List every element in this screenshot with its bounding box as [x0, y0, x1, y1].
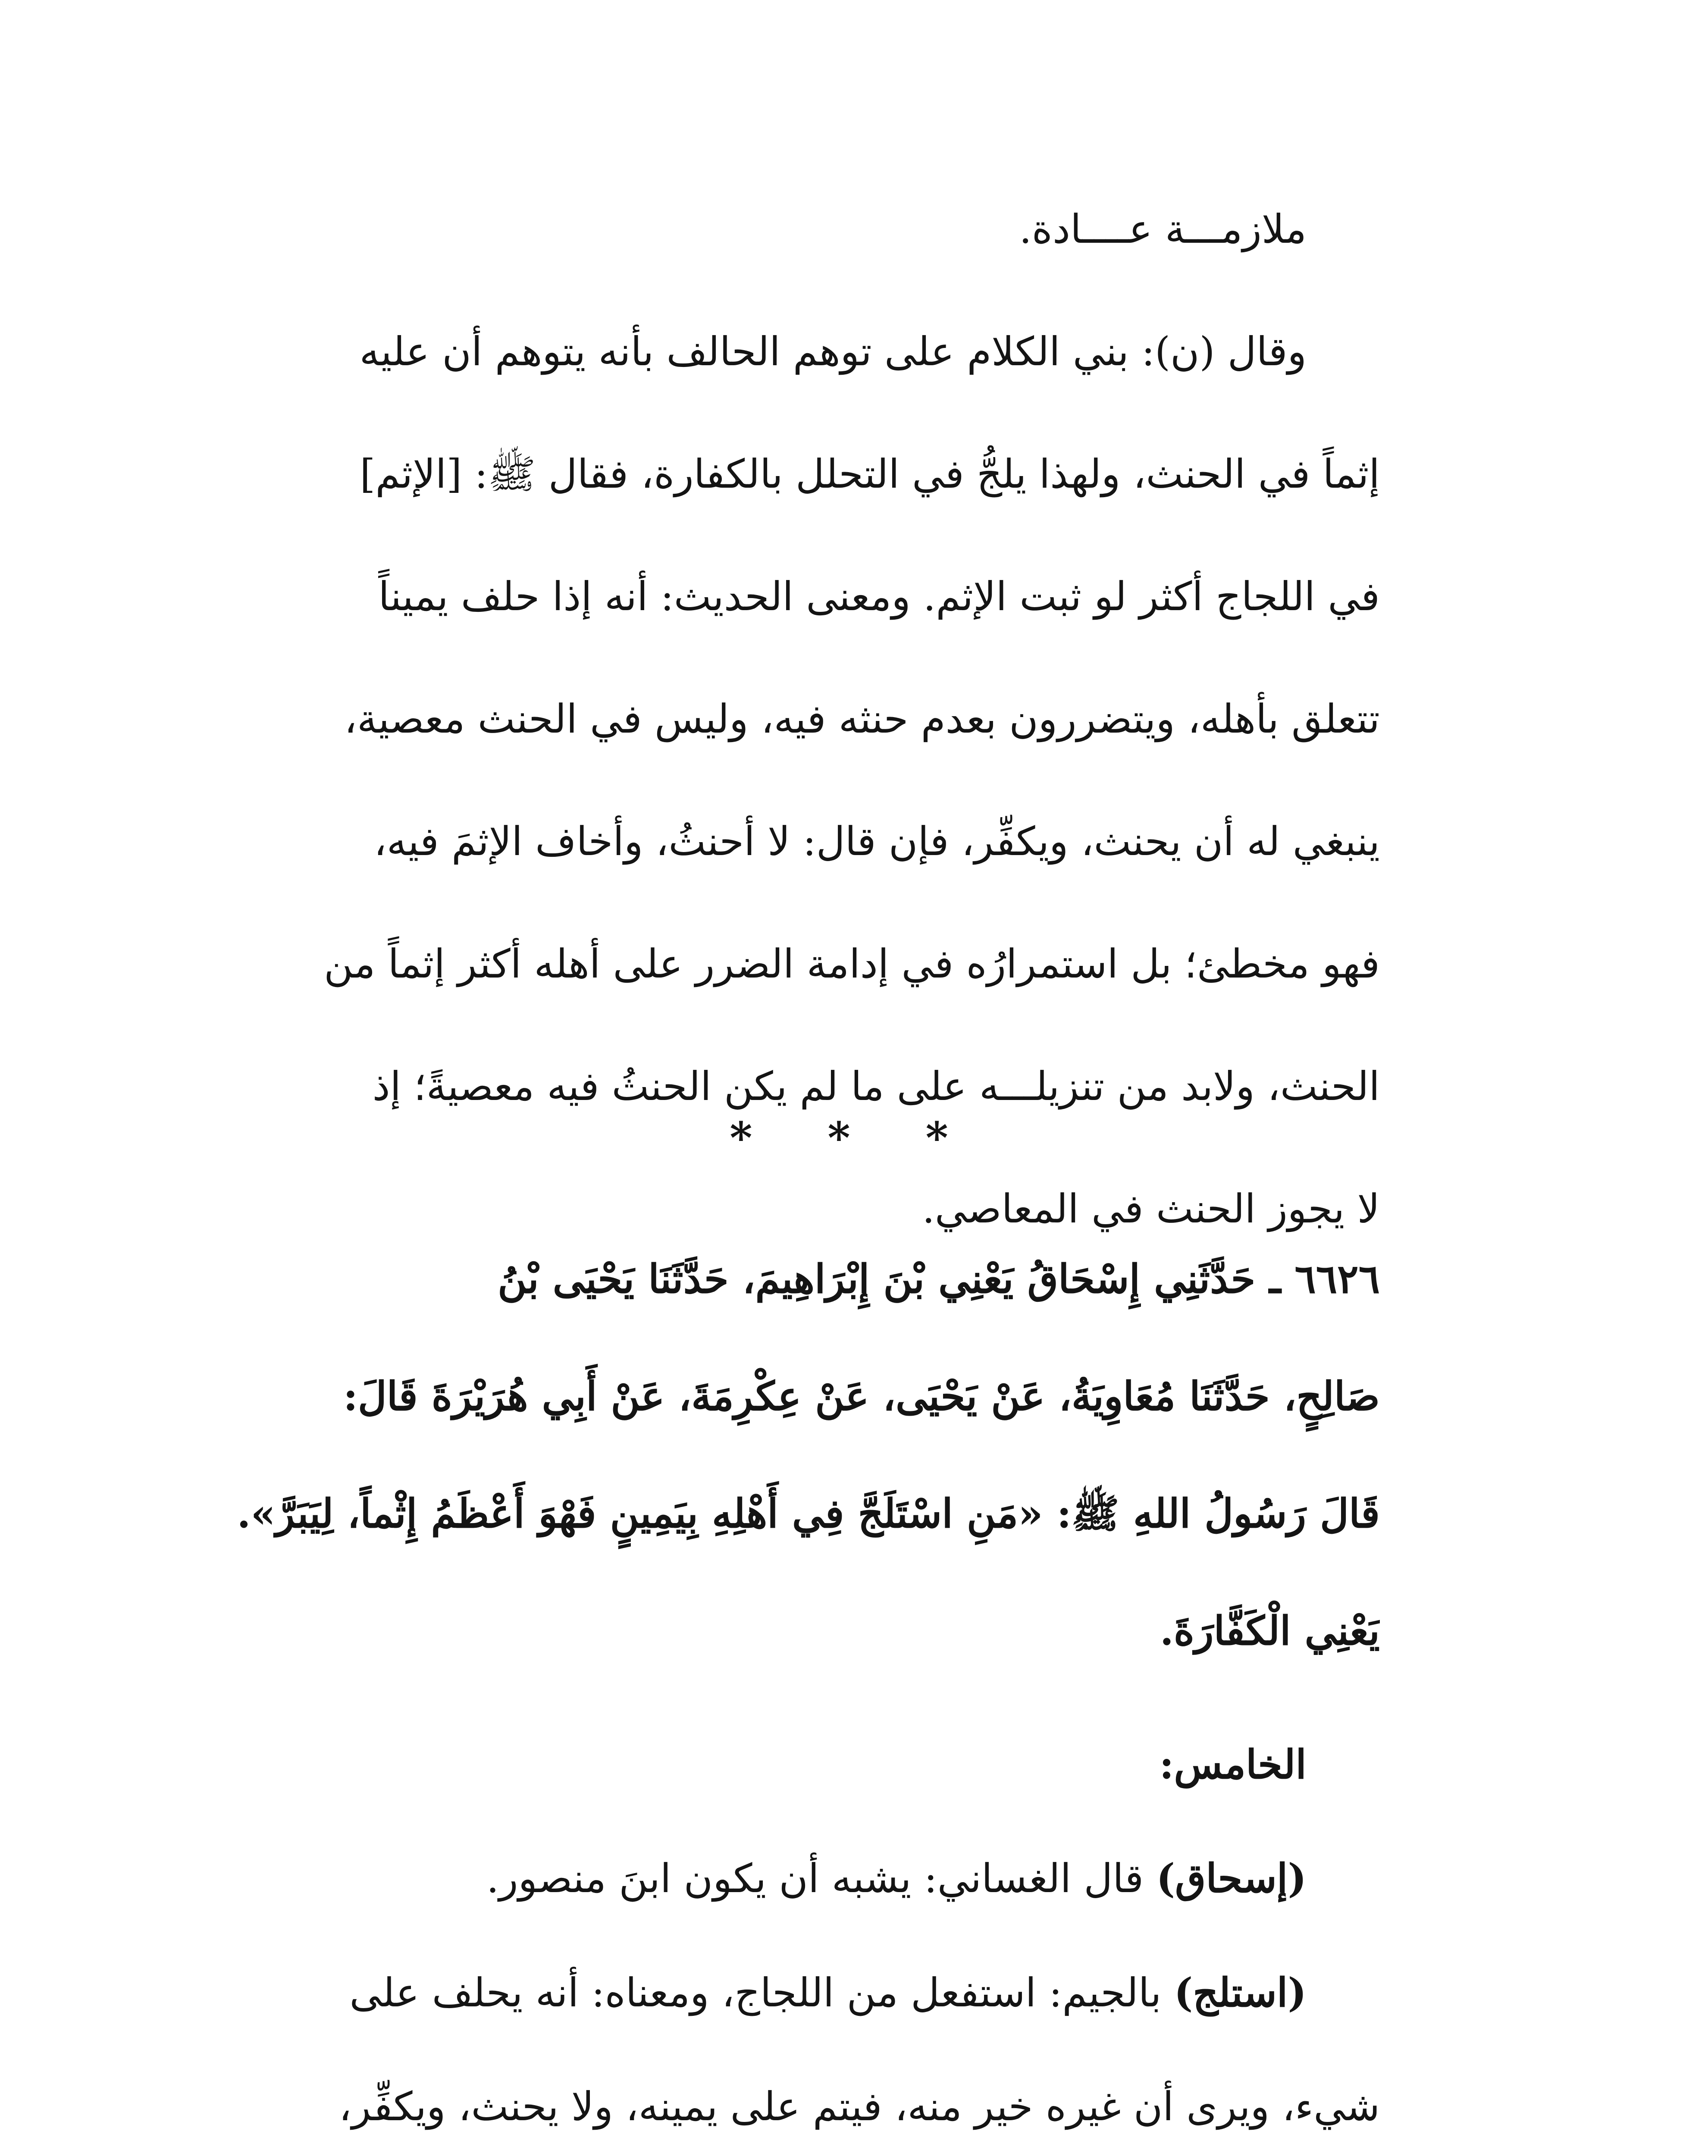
note-ishaq: [177, 1821, 1380, 1936]
hadith-paragraph: [177, 1220, 1380, 1689]
commentary-line: ينبغي له أن يحنث، ويكفِّر، فإن قال: لا أحنثُ، وأخاف الإثمَ فيه،: [374, 818, 1380, 865]
note-text: بالجيم: استفعل من اللجاج، ومعناه: أنه يحلف على: [349, 1970, 1174, 2016]
commentary-line: تتعلق بأهله، ويتضررون بعدم حنثه فيه، وليس في الحنث معصية،: [344, 696, 1380, 742]
commentary-line: إثماً في الحنث، ولهذا يلجُّ في التحلل بالكفارة، فقال ﷺ: [الإثم]: [360, 451, 1380, 497]
note-line: شيء، ويرى أن غيره خير منه، فيتم على يمينه، ولا يحنث، ويكفِّر،: [338, 2084, 1380, 2130]
commentary-line: الحنث، ولابد من تنزيلـــه على ما لم يكن الحنثُ فيه معصيةً؛ إذ: [372, 1063, 1380, 1109]
hadith-line: ٦٦٢٦ ـ حَدَّثَنِي إِسْحَاقُ يَعْنِي بْنَ إِبْرَاهِيمَ، حَدَّثَنَا يَحْيَى بْنُ: [498, 1256, 1380, 1302]
note-term: (إسحاق): [1156, 1855, 1307, 1902]
hadith-line: يَعْنِي الْكَفَّارَةَ.: [1160, 1608, 1380, 1654]
note-text: قال الغساني: يشبه أن يكون ابنَ منصور.: [486, 1855, 1156, 1902]
commentary-line: وقال (ن): بني الكلام على توهم الحالف بأنه يتوهم أن عليه: [359, 329, 1307, 375]
notes-section: [177, 1708, 1380, 2156]
section-separator: * * *: [730, 1112, 978, 1163]
commentary-paragraph: [177, 168, 1380, 1270]
hadith-line: قَالَ رَسُولُ اللهِ ﷺ: «مَنِ اسْتَلَجَّ فِي أَهْلِهِ بِيَمِينٍ فَهْوَ أَعْظَمُ إِثْماً، لِيَبَرَّ».: [237, 1490, 1380, 1537]
commentary-line: في اللجاج أكثر لو ثبت الإثم. ومعنى الحديث: أنه إذا حلف يميناً: [378, 573, 1380, 620]
hadith-line: صَالِحٍ، حَدَّثَنَا مُعَاوِيَةُ، عَنْ يَحْيَى، عَنْ عِكْرِمَةَ، عَنْ أَبِي هُرَيْرَةَ قَالَ:: [343, 1373, 1380, 1420]
note-term: (استلج): [1174, 1969, 1307, 2016]
commentary-line: ملازمـــة عــــادة.: [1019, 206, 1307, 252]
note-istalaj: [177, 1936, 1380, 2050]
notes-heading: الخامس:: [1159, 1741, 1307, 1788]
commentary-line: لا يجوز الحنث في المعاصي.: [922, 1186, 1380, 1232]
commentary-line: فهو مخطئ؛ بل استمرارُه في إدامة الضرر على أهله أكثر إثماً من: [324, 941, 1380, 987]
